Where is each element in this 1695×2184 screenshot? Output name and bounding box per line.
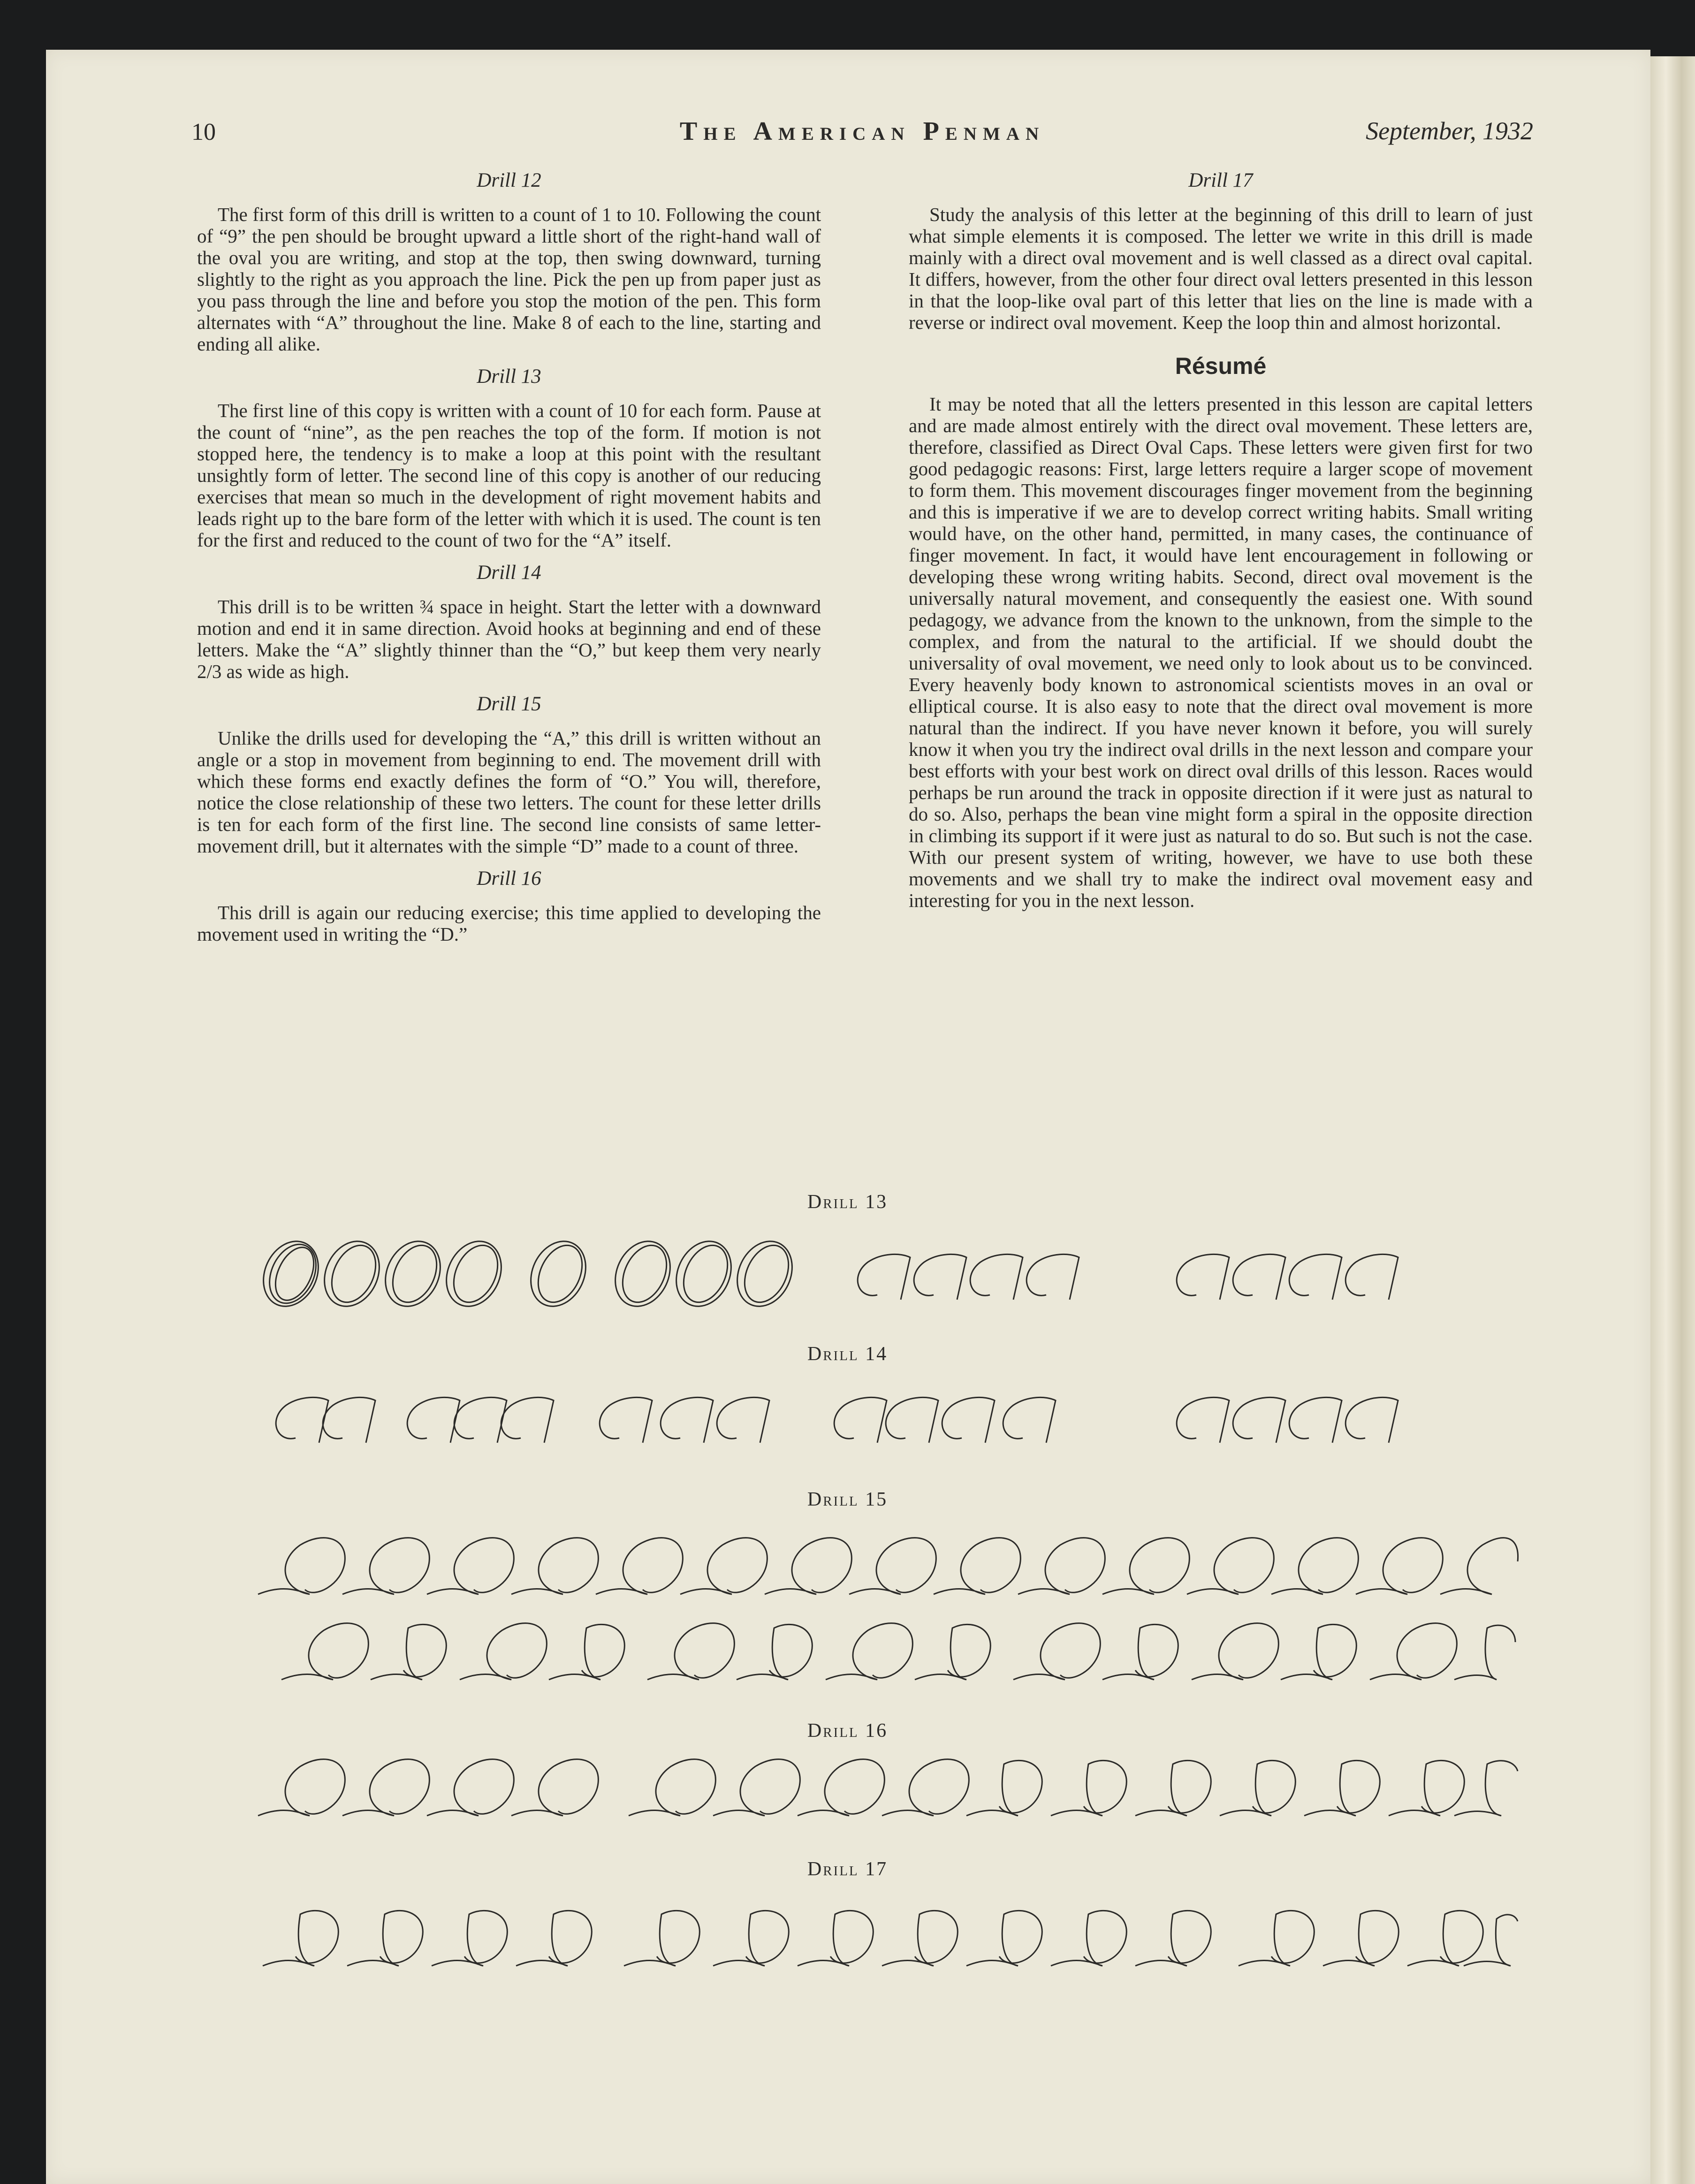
section-heading: Drill 12	[477, 169, 541, 191]
drill-15-script-line-2	[253, 1614, 1520, 1698]
paragraph: It may be noted that all the letters presented in this lesson are capital letters and are made almost entirely with the direct oval movement. These letters are, therefore, classified as Direct Oval Caps. These letters were given first for two good pedagogic reasons: First, large letters require a larger scope of movement to form them. This movement discourages finger movement from the beginning and this is imperative if we are to develop correct writing habits. Small writing would have, on the other hand, permitted, in many cases, the continuance of finger movement. In fact, it would have lent encouragement in following or developing these wrong writing habits. Second, direct oval movement is the universally natural movement, and consequently the easiest one. With sound pedagogy, we advance from the known to the unknown, from the simple to the complex, and from the natural to the artificial. If we should doubt the universality of oval movement, we need only to look about us to be convinced. Every heavenly body known to astronomical scientists moves in an oval or elliptical course. It is also easy to note that the direct oval movement is more natural than the indirect. If you have never known it before, you will surely know it when you try the indirect oval drills in the next lesson and compare your best efforts with your best work on direct oval drills of this lesson. Races would perhaps be run around the track in opposite direction if it were just as natural to do so. Also, perhaps the bean vine might form a spiral in the opposite direction in climbing its support if it were just as natural to do so. But such is not the case. With our present system of writing, however, we have to use both these movements and we shall try to make the indirect oval movement easy and interesting for you in the next lesson.	[909, 393, 1533, 911]
section-heading: Drill 16	[477, 868, 541, 890]
plate-caption: Drill 17	[807, 1858, 888, 1880]
script-a-group	[858, 1254, 1398, 1300]
paragraph: The first line of this copy is written with a count of 10 for each form. Pause at the count of “nine”, as the pen reaches the top of the form. If motion is not stopped here, the tendency is to make a loop at this point with the resultant unsightly form of letter. The second line of this copy is another of our reducing exercises that mean so much in the development of right movement habits and leads right up to the bare form of the letter with which it is used. The count is ten for the first and reduced to the count of two for the “A” itself.	[197, 400, 821, 551]
script-plate-drill-14	[253, 1377, 1520, 1457]
plate-caption: Drill 14	[807, 1343, 888, 1365]
drill-16-script	[253, 1750, 1520, 1834]
running-header	[191, 116, 1533, 154]
right-column	[909, 169, 1533, 921]
drill-17-script	[253, 1895, 1520, 1980]
script-plate-drill-15b	[253, 1614, 1520, 1698]
left-column	[197, 169, 821, 955]
issue-date: September, 1932	[1366, 117, 1533, 145]
section-heading: Drill 13	[477, 365, 541, 388]
paragraph: Study the analysis of this letter at the beginning of this drill to learn of just what simple elements it is composed. The letter we write in this drill is made mainly with a direct oval movement and is well classed as a direct oval capital. It differs, however, from the other four direct oval letters presented in this lesson in that the loop-like oval part of this letter that lies on the line is made with a reverse or indirect oval movement. Keep the loop thin and almost horizontal.	[909, 204, 1533, 333]
paragraph: Unlike the drills used for developing the “A,” this drill is written without an angle or a stop in movement from beginning to end. The movement drill with which these forms end exactly defines the form of “O.” You will, therefore, notice the close relationship of these two letters. The count for these letter drills is ten for each form of the first line. The second line consists of same letter-movement drill, but it alternates with the simple “D” made to a count of three.	[197, 727, 821, 857]
script-plate-drill-13	[253, 1229, 1520, 1318]
drill-13-script	[253, 1229, 1520, 1318]
loop-oval-group	[253, 1233, 802, 1316]
drill-14-script	[253, 1377, 1520, 1457]
journal-title: The American Penman	[679, 117, 1045, 146]
page-number: 10	[191, 119, 216, 145]
paragraph: This drill is to be written ¾ space in height. Start the letter with a downward motion and end it in same direction. Avoid hooks at beginning and end of these letters. Make the “A” slightly thinner than the “O,” but keep them very nearly 2/3 as wide as high.	[197, 596, 821, 682]
paragraph: This drill is again our reducing exercise; this time applied to developing the movement used in writing the “D.”	[197, 902, 821, 945]
plate-caption: Drill 15	[807, 1489, 888, 1510]
plate-caption: Drill 16	[807, 1720, 888, 1742]
section-heading: Drill 17	[1188, 169, 1253, 191]
section-heading: Drill 14	[477, 562, 541, 584]
resume-heading: Résumé	[1175, 353, 1267, 379]
plate-caption: Drill 13	[807, 1191, 888, 1213]
section-heading: Drill 15	[477, 693, 541, 715]
paragraph: The first form of this drill is written to a count of 1 to 10. Following the count of “9” the pen should be brought upward a little short of the right-hand wall of the oval you are writing, and stop at the top, then swing downward, turning slightly to the right as you approach the line. Pick the pen up from paper just as you pass through the line and before you stop the motion of the pen. This form alternates with “A” throughout the line. Make 8 of each to the line, starting and ending all alike.	[197, 204, 821, 355]
script-plate-drill-15a	[253, 1524, 1520, 1613]
script-plate-drill-17	[253, 1895, 1520, 1980]
script-plate-drill-16	[253, 1750, 1520, 1834]
drill-15-script-line-1	[253, 1524, 1520, 1613]
